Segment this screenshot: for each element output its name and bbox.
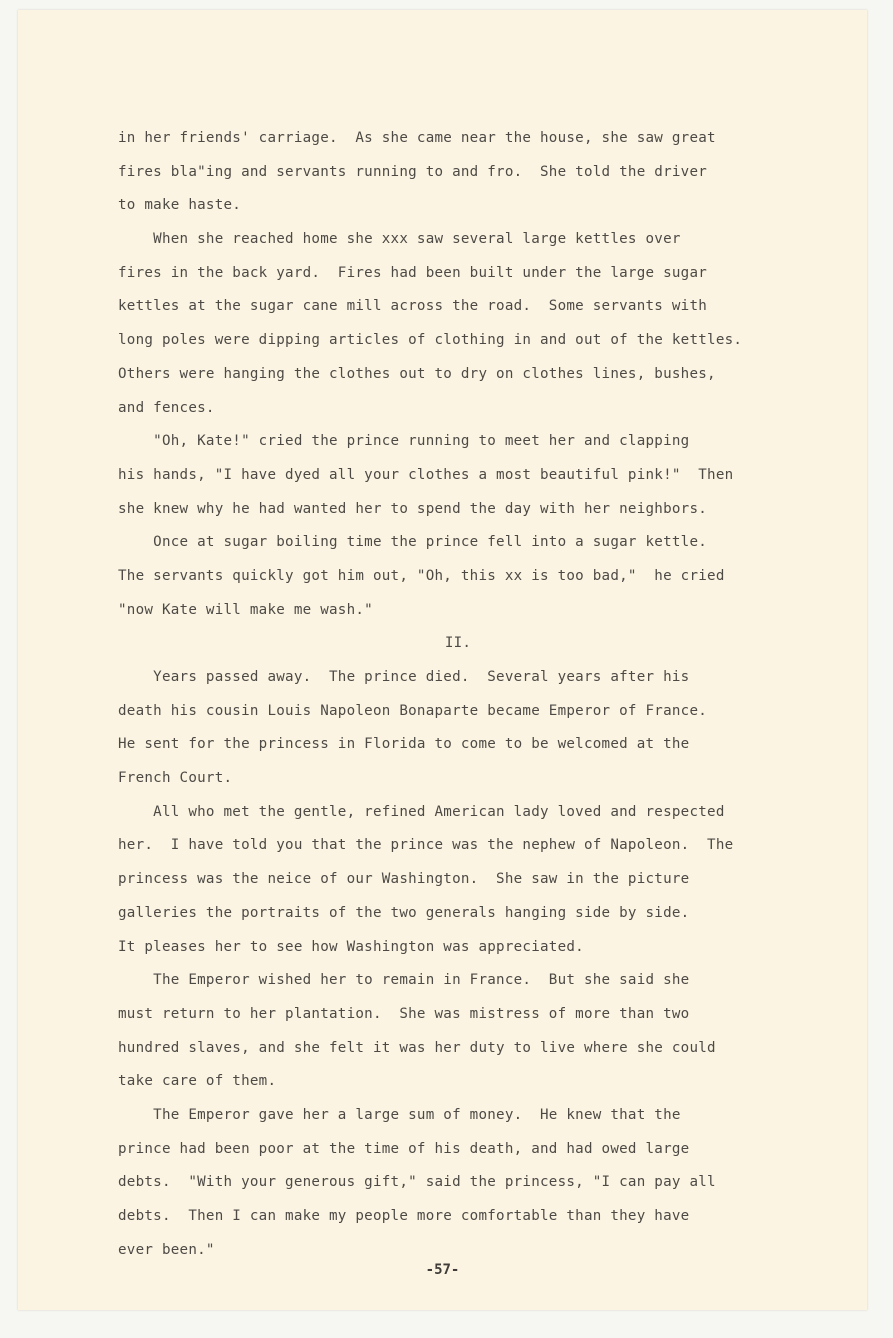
text-line: "Oh, Kate!" cried the prince running to meet her and clapping (118, 433, 690, 450)
text-line: prince had been poor at the time of his death, and had owed large (118, 1140, 690, 1157)
page-number: -57- (425, 1262, 460, 1278)
text-line: kettles at the sugar cane mill across the road. Some servants with (118, 298, 708, 315)
text-line: The servants quickly got him out, "Oh, this xx is too bad," he cried (118, 567, 725, 584)
body-text (118, 122, 838, 1267)
text-line: in her friends' carriage. As she came near the house, she saw great (118, 130, 716, 146)
text-line: must return to her plantation. She was mistress of more than two (118, 1005, 690, 1022)
text-line: The Emperor wished her to remain in France. But she said she (118, 972, 690, 989)
text-line: fires bla"ing and servants running to and fro. She told the driver (118, 163, 708, 180)
text-line: and fences. (118, 399, 215, 416)
section-heading: II. (444, 635, 472, 652)
text-line: take care of them. (118, 1073, 277, 1090)
text-line: "now Kate will make me wash." (118, 601, 373, 618)
text-line: hundred slaves, and she felt it was her duty to live where she could (118, 1039, 716, 1056)
text-line: When she reached home she xxx saw several large kettles over (118, 231, 681, 248)
text-line: Years passed away. The prince died. Several years after his (118, 669, 690, 685)
text-line: long poles were dipping articles of clothing in and out of the kettles. (118, 332, 743, 349)
text-line: fires in the back yard. Fires had been built under the large sugar (118, 264, 708, 281)
text-line: death his cousin Louis Napoleon Bonaparte became Emperor of France. (118, 702, 708, 719)
text-line: his hands, "I have dyed all your clothes a most beautiful pink!" Then (118, 466, 734, 483)
text-line: galleries the portraits of the two generals hanging side by side. (118, 904, 690, 921)
text-line: He sent for the princess in Florida to come to be welcomed at the (118, 736, 690, 753)
text-line: to make haste. (118, 197, 242, 214)
document-page (18, 10, 867, 1310)
text-line: All who met the gentle, refined American lady loved and respected (118, 803, 725, 820)
text-line: princess was the neice of our Washington. She saw in the picture (118, 871, 690, 888)
text-line: The Emperor gave her a large sum of money. He knew that the (118, 1106, 681, 1123)
text-line: French Court. (118, 770, 233, 787)
text-line: debts. "With your generous gift," said the princess, "I can pay all (118, 1174, 716, 1191)
text-line: Once at sugar boiling time the prince fell into a sugar kettle. (118, 534, 708, 551)
text-line: It pleases her to see how Washington was appreciated. (118, 938, 584, 955)
text-line: debts. Then I can make my people more comfortable than they have (118, 1208, 690, 1224)
text-line: she knew why he had wanted her to spend the day with her neighbors. (118, 500, 708, 517)
text-line: Others were hanging the clothes out to dry on clothes lines, bushes, (118, 365, 716, 382)
text-line: ever been." (118, 1241, 215, 1258)
text-line: her. I have told you that the prince was the nephew of Napoleon. The (118, 837, 734, 854)
